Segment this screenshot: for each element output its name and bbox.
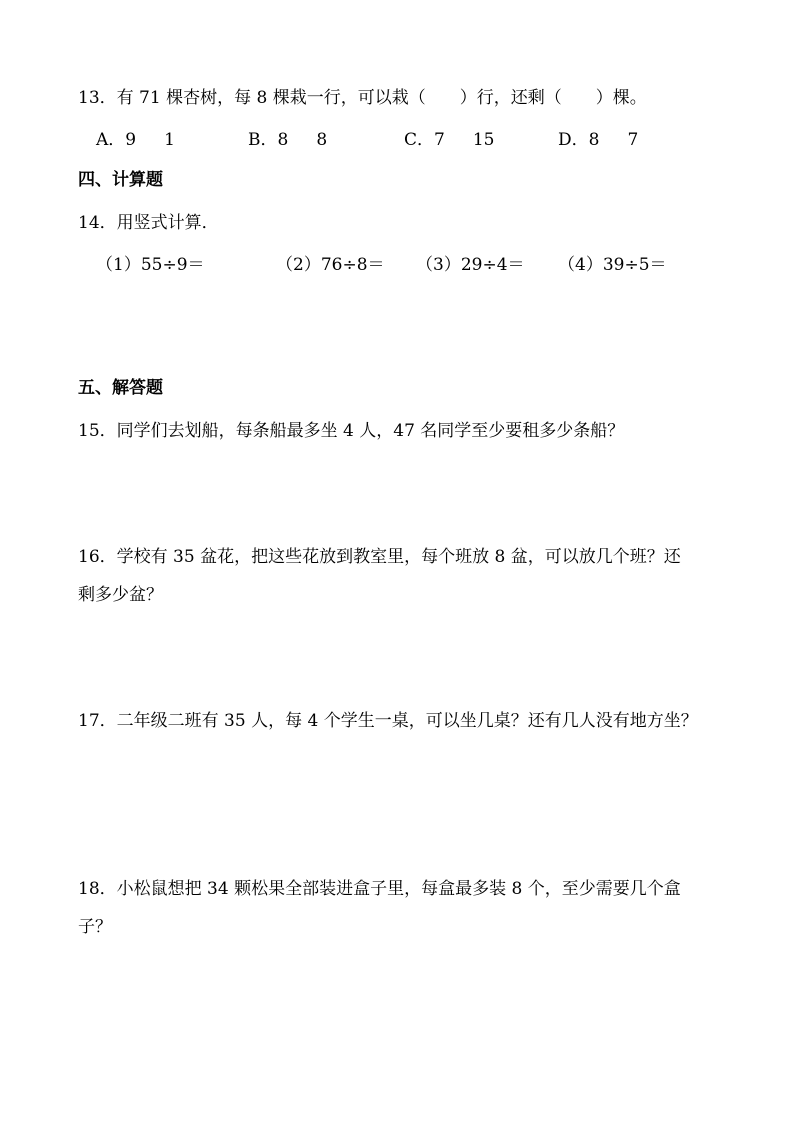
option-a-value: 1	[164, 130, 175, 150]
section-5-heading: 五、解答题	[78, 378, 163, 398]
calculation-list	[96, 253, 736, 277]
calculation-item-4: （4）39÷5＝	[558, 255, 667, 275]
question-17: 17．二年级二班有 35 人，每 4 个学生一桌，可以坐几桌？还有几人没有地方坐？	[78, 711, 698, 731]
option-d-value: 7	[627, 130, 639, 150]
option-b-value: 8	[316, 130, 328, 150]
option-d-label: D．8	[558, 130, 600, 150]
question-14-text: 14．用竖式计算．	[78, 213, 219, 233]
question-16-line-2: 剩多少盆？	[78, 585, 163, 605]
question-18-line-2: 子？	[78, 917, 112, 937]
option-a-label: A．9	[96, 130, 137, 150]
question-13-text: 13．有 71 棵杏树，每 8 棵栽一行，可以栽（ ）行，还剩（ ）棵。	[78, 88, 647, 108]
option-c-value: 15	[472, 130, 495, 150]
section-4-heading: 四、计算题	[78, 170, 163, 190]
calculation-item-1: （1）55÷9＝	[96, 255, 205, 275]
question-13-options	[96, 128, 736, 152]
question-15: 15．同学们去划船，每条船最多坐 4 人，47 名同学至少要租多少条船？	[78, 421, 625, 441]
option-c-label: C．7	[404, 130, 445, 150]
calculation-item-3: （3）29÷4＝	[416, 255, 525, 275]
question-18-line-1: 18．小松鼠想把 34 颗松果全部装进盒子里，每盒最多装 8 个，至少需要几个盒	[78, 879, 681, 899]
option-c	[404, 128, 494, 152]
option-b-label: B．8	[248, 130, 289, 150]
calculation-item-2: （2）76÷8＝	[276, 255, 385, 275]
option-a	[96, 128, 175, 152]
option-d	[558, 128, 638, 152]
question-16-line-1: 16．学校有 35 盆花，把这些花放到教室里，每个班放 8 盆，可以放几个班？还	[78, 547, 681, 567]
option-b	[248, 128, 327, 152]
